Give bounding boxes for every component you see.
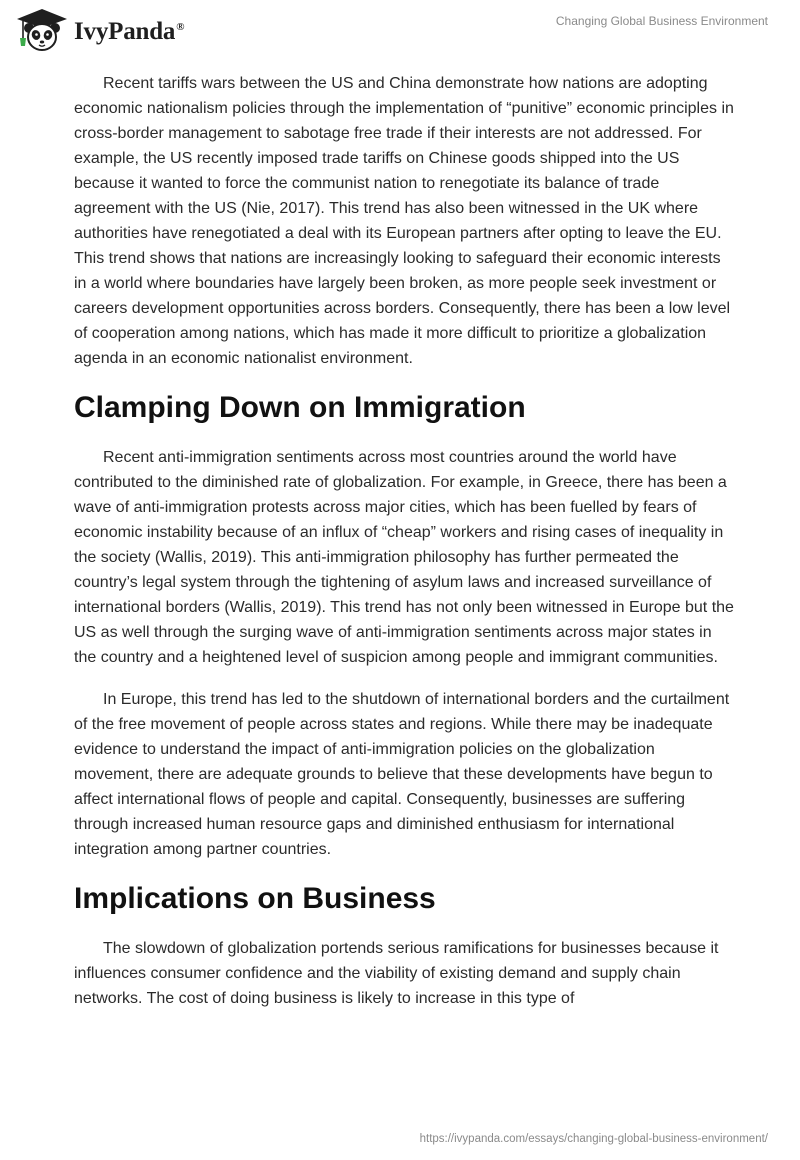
paragraph: Recent anti-immigration sentiments across most countries around the world have contributed to the diminished rate of globalization. For example, in Greece, there has been a wave of anti-immigration protests across major cities, which has been fuelled by fears of economic instability because of an influx of “cheap” workers and rising cases of inequality in the society (Wallis, 2019). This anti-immigration philosophy has further permeated the country’s legal system through the tightening of asylum laws and increased surveillance of international borders (Wallis, 2019). This trend has not only been witnessed in Europe but the US as well through the surging wave of anti-immigration sentiments across major states in the country and a heightened level of suspicion among people and immigrant communities. [74,449,734,666]
page-header [0,0,800,60]
panda-graduation-cap-icon [14,6,72,56]
section-heading: Clamping Down on Immigration [74,391,526,424]
paragraph: In Europe, this trend has led to the shutdown of international borders and the curtailment of the free movement of people across states and regions. While there may be inadequate evidence to understand the impact of anti-immigration policies on the globalization movement, there are adequate grounds to believe that these developments have begun to affect international flows of people and capital. Consequently, businesses are suffering through increased human resource gaps and diminished enthusiasm for international integration among partner countries. [74,691,730,858]
brand-name: IvyPanda® [74,18,185,45]
ivypanda-logo[interactable] [14,6,204,56]
section-heading: Implications on Business [74,882,436,915]
paragraph: The slowdown of globalization portends serious ramifications for businesses because it influences consumer confidence and the viability of existing demand and supply chain networks. The cost of doing business is likely to increase in this type of [74,940,719,1007]
registered-mark: ® [176,20,185,33]
paragraph: Recent tariffs wars between the US and China demonstrate how nations are adopting economic nationalism policies through the implementation of “punitive” economic principles in cross-border management to sabotage free trade if their interests are not addressed. For example, the US recently imposed trade tariffs on Chinese goods shipped into the US because it wanted to force the communist nation to renegotiate its balance of trade agreement with the US (Nie, 2017). This trend has also been witnessed in the UK where authorities have renegotiated a deal with its European partners after opting to leave the EU. This trend shows that nations are increasingly looking to safeguard their economic interests in a world where boundaries have largely been broken, as more people seek investment or careers development opportunities across borders. Consequently, there has been a low level of cooperation among nations, which has made it more difficult to prioritize a globalization agenda in an economic nationalist environment. [74,75,734,367]
document-title: Changing Global Business Environment [555,14,768,28]
essay-content [74,71,734,1028]
source-url[interactable]: https://ivypanda.com/essays/changing-global-business-environment/ [419,1133,768,1145]
